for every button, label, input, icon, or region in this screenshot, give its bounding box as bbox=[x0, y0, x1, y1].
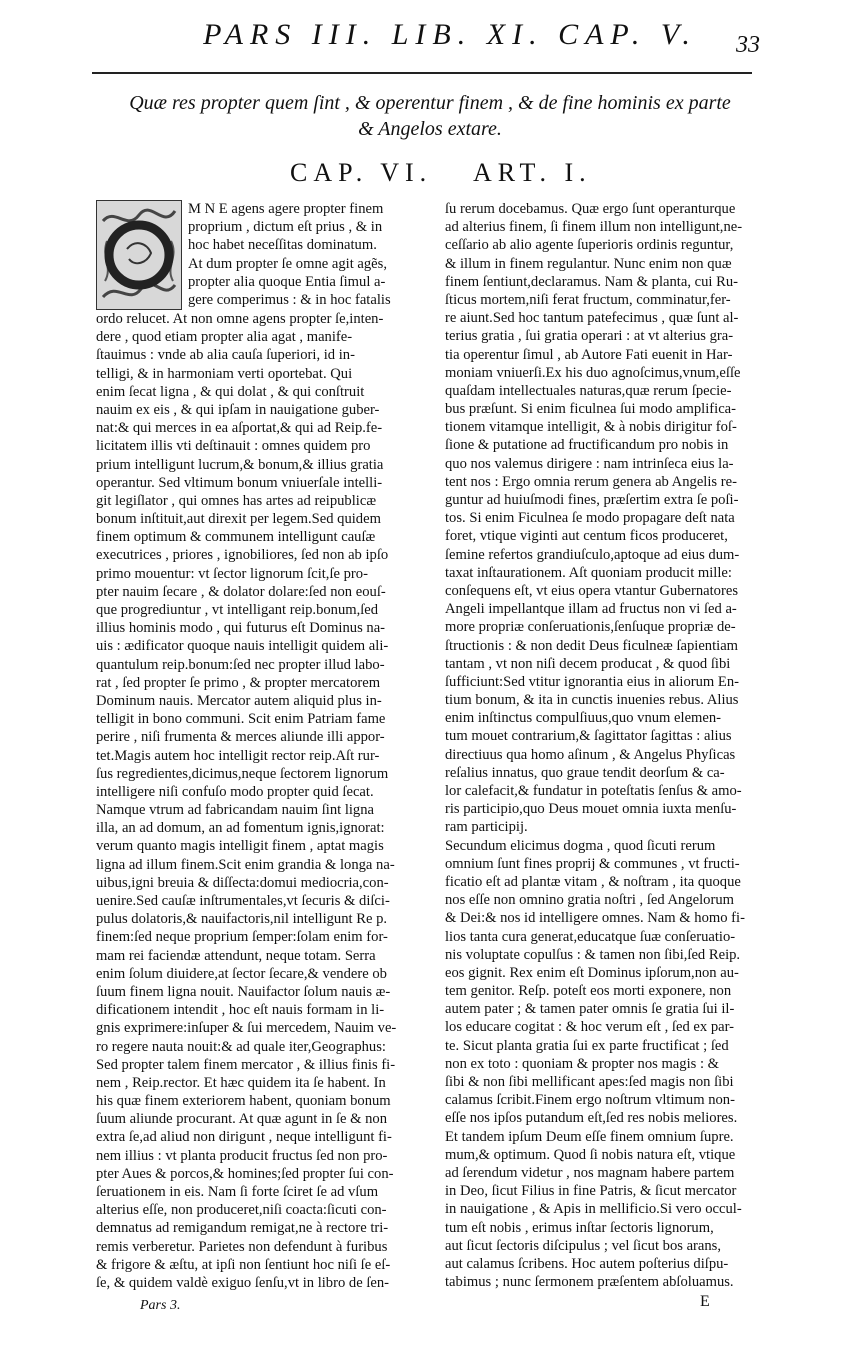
text-line: prium intelligunt lucrum,& bonum,& illius gratia bbox=[96, 456, 384, 473]
text-line: demnatus ad remigandum remigat,ne à rectore tri- bbox=[96, 1220, 389, 1237]
text-line: eos gignit. Rex enim eſt Dominus ipſorum,non au- bbox=[445, 964, 739, 981]
text-line: gere comperimus : & in hoc fatalis bbox=[188, 291, 391, 308]
text-line: ſufficiunt:Sed vtitur ignorantia eius in aliorum En- bbox=[445, 673, 739, 690]
text-line: tum eſt nobis , erimus inſtar ſectoris lignorum, bbox=[445, 1219, 714, 1236]
text-line: quaſdam intellectuales naturas,quæ rerum ſpecie- bbox=[445, 382, 732, 399]
text-line: At dum propter ſe omne agit agẽs, bbox=[188, 255, 387, 272]
text-line: perire , niſi frumenta & merces aliunde illi appor- bbox=[96, 729, 385, 746]
text-line: intelligere niſi confuſo modo propter quid ſecat. bbox=[96, 783, 374, 800]
text-line: nem illius : vt planta producit fructus ſed non pro- bbox=[96, 1147, 388, 1164]
text-line: los educare cogitat : & hoc verum eſt , ſed ex par- bbox=[445, 1019, 735, 1036]
text-line: ſus regredientes,dicimus,neque ſectorem lignorum bbox=[96, 765, 389, 782]
text-line: pulus dolatoris,& nauifactoris,nil intelligunt Re p. bbox=[96, 911, 388, 928]
text-line: verum quanto magis intelligit finem , aptat magis bbox=[96, 838, 384, 855]
text-line: ficatio eſt ad plantæ vitam , & noſtram , ita quoque bbox=[445, 873, 741, 890]
text-line: enim inſtinctus compulſiuus,quo vnum elemen- bbox=[445, 710, 722, 727]
text-line: operantur. Sed vltimum bonum vniuerſale intelli- bbox=[96, 474, 383, 491]
text-line: in Deo, ſicut Filius in fine Patris, & ſicut mercator bbox=[445, 1183, 737, 1200]
text-line: aut ſicut ſectoris diſcipulus ; vel ſicut bos arans, bbox=[445, 1237, 722, 1254]
text-line: ro regere nauta nouit:& ad quale iter,Geographus: bbox=[96, 1038, 386, 1055]
text-line: Secundum elicimus dogma , quod ſicuti rerum bbox=[445, 837, 716, 854]
text-line: his quæ finem exteriorem habent, quoniam bonum bbox=[96, 1093, 391, 1110]
text-line: ſibi & non ſibi mellificant apes:ſed magis non ſibi bbox=[445, 1074, 734, 1090]
text-line: executrices , priores , ignobiliores, ſed non ab ipſo bbox=[96, 547, 389, 564]
text-line: ad ſerendum videtur , nos magnam habere partem bbox=[445, 1164, 735, 1181]
text-line: Namque vtrum ad fabricandam nauim ſint ligna bbox=[96, 802, 375, 819]
text-line: gnis exprimere:inſuper & ſui mercedem, Nauim ve- bbox=[96, 1020, 397, 1037]
text-line: nis voluptate copulſus : & tamen non ſibi,ſed Reip. bbox=[445, 946, 741, 963]
text-line: remis verberetur. Parietes non defendunt à furibus bbox=[96, 1238, 388, 1255]
text-line: proprium , dictum eſt prius , & in bbox=[188, 219, 383, 236]
text-line: finem:ſed neque proprium ſemper:ſolam enim for- bbox=[96, 929, 388, 946]
text-line: ſeruationem in eis. Nam ſi forte ſciret ſe ad vſum bbox=[96, 1184, 379, 1200]
text-line: ſtructionis : & non dedit Deus ficulneæ ſapientiam bbox=[445, 637, 739, 654]
text-line: uenire.Sed cauſæ inſtrumentales,vt ſecuris & diſci- bbox=[96, 893, 390, 909]
text-line: git legiſlator , qui omnes has artes ad reipublicæ bbox=[96, 492, 377, 509]
text-line: mam rei faciendæ attendunt, neque totam. Serra bbox=[96, 947, 376, 964]
text-line: illa, an ad domum, an ad fomentum ignis,ignorat: bbox=[96, 820, 385, 837]
section-title-line-2: & Angelos extare. bbox=[358, 118, 502, 140]
text-line: nat:& qui merces in ea aſportat,& qui ad Reip.fe- bbox=[96, 420, 383, 437]
text-line: taxat inſtaurationem. Aſt quoniam producit mille: bbox=[445, 564, 732, 581]
text-line: tium bonum, & ita in cunctis inuenies rebus. Alius bbox=[445, 692, 739, 709]
text-line: tia operentur ſimul , ab Autore Fati euenit in Har- bbox=[445, 346, 733, 363]
text-line: tet.Magis autem hoc intelligit rector reip.Aſt rur- bbox=[96, 747, 380, 764]
text-line: tabimus ; nunc ſermonem præſentem abſoluamus. bbox=[445, 1274, 734, 1291]
text-line: ris participio,quo Deus mouet omnia iuxta menſu- bbox=[445, 801, 737, 818]
text-line: calamus ſcribit.Finem ergo noſtrum vltimum non- bbox=[445, 1092, 735, 1109]
text-line: telligi, & in harmoniam verti oportebat. Qui bbox=[96, 365, 353, 382]
text-line: ordo relucet. At non omne agens propter ſe,inten- bbox=[96, 311, 384, 327]
running-head: PARS III. LIB. XI. CAP. V. bbox=[203, 18, 697, 51]
text-line: tionem vitamque intelligit, & à nobis dirigitur foſ- bbox=[445, 419, 737, 436]
text-line: que progrediuntur , vt intelligant reip.bonum,ſed bbox=[96, 602, 379, 618]
text-line: Sed propter talem finem mercator , & illius finis fi- bbox=[96, 1056, 396, 1073]
text-line: ſtauimus : vnde ab alia cauſa ſuperiori, id in- bbox=[96, 347, 355, 364]
text-line: & frigore & æſtu, at ipſi non ſentiunt hoc niſi ſe eſ- bbox=[96, 1256, 391, 1273]
text-line: Angeli impellantque illam ad fructus non vi ſed a- bbox=[445, 601, 737, 618]
chapter-label: CAP. VI. bbox=[290, 158, 433, 187]
text-line: telligit in bono communi. Scit enim Patriam fame bbox=[96, 711, 386, 728]
text-line: autem pater ; & tamen pater omnis ſe gratia ſui il- bbox=[445, 1001, 735, 1018]
text-line: pter nauim ſecare , & dolator dolare:ſed non eouſ- bbox=[96, 583, 386, 600]
text-line: enim ſolum diuidere,at ſector ſecare,& vendere ob bbox=[96, 965, 387, 982]
text-line: uis : ædificator quoque nauis intelligit quidem ali- bbox=[96, 638, 389, 655]
text-line: quo nos valemus dirigere : nam intrinſeca eius la- bbox=[445, 455, 734, 472]
text-line: tent nos : Ergo omnia rerum genera ab Angelis re- bbox=[445, 473, 737, 490]
text-line: moniam vniuerſi.Ex his duo agnoſcimus,vnum,eſſe bbox=[445, 364, 741, 381]
text-line: licitatem illis vti deſtinauit : omnes quidem pro bbox=[96, 438, 371, 455]
left-column bbox=[96, 200, 430, 1292]
text-line: tem genitor. Reſp. poteſt eos morti exponere, non bbox=[445, 983, 732, 1000]
text-line: mum,& optimum. Quod ſi nobis natura eſt, vtique bbox=[445, 1146, 736, 1163]
text-line: tos. Si enim Ficulnea ſe modo propagare deſt nata bbox=[445, 510, 735, 527]
text-line: & Dei:& nos id intelligere omnes. Nam & homo fi- bbox=[445, 910, 745, 927]
text-line: bus præſunt. Si enim ficulnea ſui modo amplifica- bbox=[445, 401, 737, 418]
text-line: ram participij. bbox=[445, 819, 528, 836]
text-line: hoc habet neceſſitas dominatum. bbox=[188, 237, 377, 254]
left-column-text bbox=[96, 310, 430, 1292]
text-line: conſequens eſt, vt eius opera vtantur Gubernatores bbox=[445, 582, 738, 599]
text-line: propter alia quoque Entia ſimul a- bbox=[188, 273, 386, 290]
text-line: uibus,igni breuia & diſſecta:domui mediocria,con- bbox=[96, 874, 389, 891]
text-line: illius hominis modo , qui futurus eſt Dominus na- bbox=[96, 620, 386, 637]
text-line: directiuus qua homo aſinum , & Angelus Phyſicas bbox=[445, 746, 736, 763]
text-line: alterius eſſe, non produceret,niſi coacta:ſicuti con- bbox=[96, 1202, 387, 1219]
text-line: omnium ſunt fines proprij & communes , vt fructi- bbox=[445, 855, 740, 872]
text-line: enim ſecat ligna , & qui dolat , & qui conſtruit bbox=[96, 383, 365, 400]
text-line: nem , Reip.rector. Et hæc quidem ita ſe habent. In bbox=[96, 1074, 386, 1091]
text-line: ceſſario ab alio agente ſuperioris ordinis reguntur, bbox=[445, 237, 734, 254]
section-title-line-1: Quæ res propter quem ſint , & operentur finem , & de fine hominis ex parte bbox=[129, 92, 731, 114]
text-line: ſticus mortem,niſi ferat fructum, comminatur,fer- bbox=[445, 291, 731, 308]
text-line: te. Sicut planta gratia ſui ex parte fructificat ; ſed bbox=[445, 1037, 729, 1054]
section-title bbox=[90, 90, 770, 142]
text-line: in nauigatione , & Apis in mellificio.Si vero occul- bbox=[445, 1201, 742, 1218]
text-line: ſemine refertos grandiuſculo,aptoque ad eius dum- bbox=[445, 546, 740, 563]
text-line: & illum in finem regulantur. Nunc enim non quæ bbox=[445, 255, 732, 272]
text-line: ſu rerum docebamus. Quæ ergo ſunt operanturque bbox=[445, 201, 736, 217]
text-line: lor calefacit,& fundatur in poteſtatis ſenſus & amo- bbox=[445, 783, 742, 799]
text-line: finem ſentiunt,declaramus. Nam & planta, cui Ru- bbox=[445, 273, 739, 290]
decorated-initial bbox=[96, 200, 182, 310]
text-line: terius gratia , ſui gratia operari : at vt alterius gra- bbox=[445, 328, 734, 345]
text-line: re aiunt.Sed hoc tantum patefecimus , quæ ſunt al- bbox=[445, 310, 739, 327]
right-column-text bbox=[445, 200, 767, 1291]
text-line: tum mouet contrarium,& ſagittator ſagittas : alius bbox=[445, 728, 732, 745]
text-line: foret, vtique viginti aut centum ficos produceret, bbox=[445, 528, 728, 545]
text-line: guntur ad huiuſmodi fines, præſertim extra ſe poſi- bbox=[445, 492, 739, 508]
text-line: ſe, & quidem valdè exiguo ſenſu,vt in libro de ſen- bbox=[96, 1274, 390, 1291]
text-line: dere , quod etiam propter alia agat , manife- bbox=[96, 329, 353, 346]
text-line: nos eſſe non omnino gratia noſtri , ſed Angelorum bbox=[445, 892, 734, 909]
article-label: ART. I. bbox=[473, 158, 592, 187]
right-column bbox=[445, 200, 767, 1291]
text-line: Dominum nauis. Mercator autem aliquid plus in- bbox=[96, 692, 382, 709]
text-line: Et tandem ipſum Deum eſſe finem omnium ſupre. bbox=[445, 1128, 734, 1145]
text-line: more propriæ conſeruationis,ſenſuque propriæ de- bbox=[445, 619, 736, 636]
catchword: E bbox=[700, 1293, 710, 1310]
text-line: eſſe nos ipſos putandum eſt,ſed res nobis meliores. bbox=[445, 1110, 738, 1127]
text-line: ligna ad illum finem.Scit enim grandia & longa na- bbox=[96, 856, 395, 873]
signature-mark: Pars 3. bbox=[140, 1298, 181, 1313]
text-line: non ex toto : quoniam & propter nos magis : & bbox=[445, 1055, 720, 1072]
page-number: 33 bbox=[736, 32, 760, 58]
text-line: M N E agens agere propter finem bbox=[188, 201, 384, 217]
text-line: ad alterius finem, ſi finem illum non intelligunt,ne- bbox=[445, 219, 743, 236]
text-line: reſalius innatus, quo graue tendit deorſum & ca- bbox=[445, 764, 725, 781]
text-line: dificationem intendit , hoc eſt nauis formam in li- bbox=[96, 1002, 385, 1019]
text-line: ſuum aliunde procurant. At quæ agunt in ſe & non bbox=[96, 1111, 388, 1128]
text-line: primo mouentur: vt ſector lignorum ſcit,ſe pro- bbox=[96, 565, 368, 582]
text-line: aut calamus ſcribens. Hoc autem poſterius diſpu- bbox=[445, 1255, 729, 1272]
header-rule bbox=[92, 72, 752, 74]
text-line: rat , ſed propter ſe primo , & propter mercatorem bbox=[96, 674, 381, 691]
text-line: quantulum reip.bonum:ſed nec propter illud labo- bbox=[96, 656, 385, 673]
text-line: pter Aues & porcos,& homines;ſed propter ſui con- bbox=[96, 1165, 394, 1182]
text-line: ſuum finem ligna nouit. Nauifactor ſolum nauis æ- bbox=[96, 983, 391, 1000]
text-line: bonum inſtituit,aut direxit per legem.Sed quidem bbox=[96, 511, 381, 528]
text-line: tantam , vt non niſi decem producat , & quod ſibi bbox=[445, 655, 731, 672]
text-line: finem optimum & communem intelligunt cauſæ bbox=[96, 529, 376, 546]
text-line: lios tanta cura generat,educatque ſuæ conſeruatio- bbox=[445, 928, 736, 945]
text-line: ſione & putatione ad fructificandum pro nobis in bbox=[445, 437, 729, 454]
text-line: nauim ex eis , & qui ipſam in nauigatione guber- bbox=[96, 401, 380, 418]
text-line: extra ſe,ad aliud non dirigunt , neque intelligunt fi- bbox=[96, 1129, 392, 1146]
